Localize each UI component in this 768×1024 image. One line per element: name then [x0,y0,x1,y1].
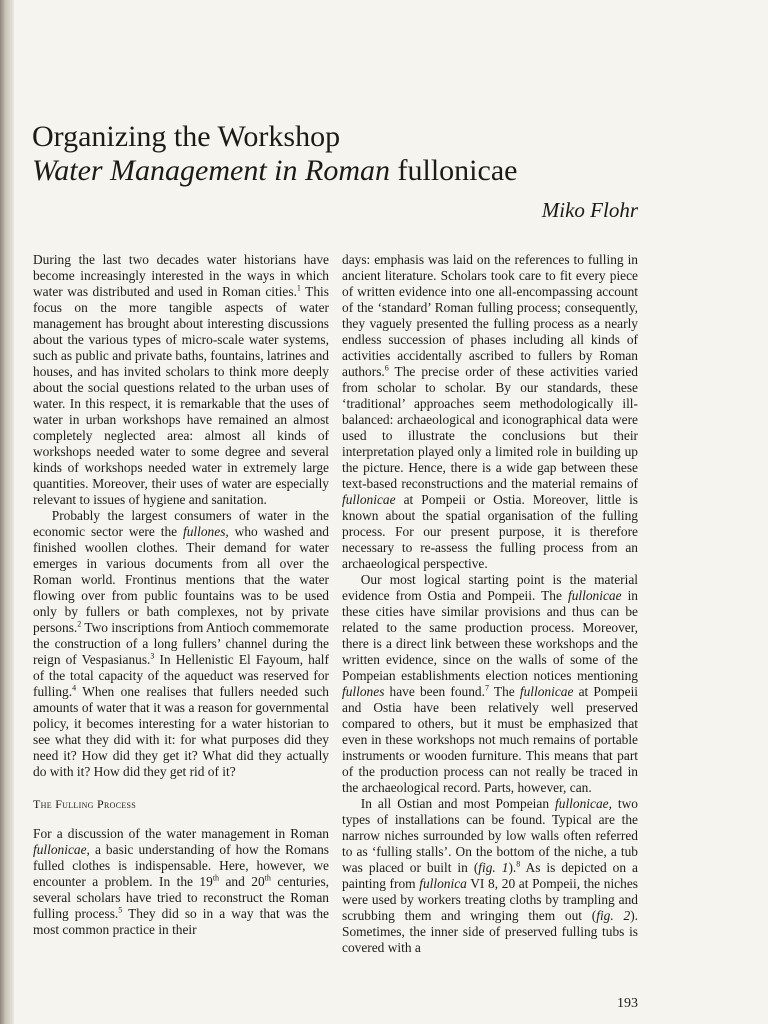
figure-reference: fig. 1 [478,860,509,875]
text-run: ). Sometimes, the inner side of preserved fulling tubs is covered with a [342,908,638,955]
text-run: For a discussion of the water management in Roman [33,826,329,841]
italic-term: fullonicae [567,588,622,603]
ordinal-suffix: th [212,873,220,883]
text-run: and 20 [219,874,265,889]
text-run: In Hellenistic El Fayoum, half of the total capacity of the aqueduct was reserved for fulling. [33,652,329,699]
italic-term: fullonica [419,876,467,891]
title-line-2 [32,154,672,188]
footnote-marker: 1 [296,283,301,293]
text-run: centuries, several scholars have tried to reconstruct the Roman fulling process. [33,874,330,921]
footnote-marker: 8 [516,859,521,869]
figure-reference: fig. 2 [596,908,631,923]
text-run: During the last two decades water historians have become increasingly interested in the ways in which water was distributed and used in Roman cities. [33,252,329,299]
text-run: have been found. [384,684,485,699]
title-line-1: Organizing the Workshop [32,120,341,153]
page-number: 193 [617,996,638,1011]
text-run: Two inscriptions from Antioch commemorate the construction of a long fullers’ channel during the reign of Vespasianus. [33,620,329,667]
paragraph [33,252,329,508]
paragraph [33,508,329,780]
footnote-marker: 3 [150,651,155,661]
footnote-marker: 4 [72,683,77,693]
article-title [32,120,672,188]
footnote-marker: 5 [118,905,123,915]
italic-term: fullonicae, [33,842,90,857]
text-run: two types of installations can be found. Typical are the narrow niches surrounded by low walls often referred to as ‘fulling stalls’. On the bottom of the niche, a tub was placed or built in ( [342,796,638,875]
page-spine-shadow [0,0,14,1024]
paragraph [342,572,638,796]
text-run: The precise order of these activities varied from scholar to scholar. By our standards, these ‘traditional’ approaches seem methodologically ill-balanced: archaeological and iconographical data were used to illustrate the conclusions but their interpretation played only a limited role in building up the picture. Hence, there is a wide gap between these text-based reconstructions and the material remains of [342,364,638,491]
italic-term: fullonicae, [555,796,612,811]
text-run: at Pompeii or Ostia. Moreover, little is known about the spatial organisation of the fulling process. For our present purpose, it is therefore necessary to re-assess the fulling process from an archaeological perspective. [342,492,638,571]
italic-term: fullones, [183,524,229,539]
text-run: This focus on the more tangible aspects of water management has brought about interesting discussions about the various types of micro-scale water systems, such as public and private baths, fountains, latrines and houses, and has invited scholars to think more deeply about the social questions related to the urban uses of water. In this respect, it is remarkable that the uses of water in urban workshops have remained an almost completely neglected area: almost all kinds of workshops needed water to some degree and several kinds of workshops needed water in extremely large quantities. Moreover, their uses of water are especially relevant to issues of hygiene and sanitation. [33,284,330,507]
paragraph [342,252,638,572]
text-run: Our most logical starting point is the material evidence from Ostia and Pompeii. The [342,572,638,603]
author-name: Miko Flohr [541,198,638,222]
text-run: They did so in a way that was the most common practice in their [33,906,330,937]
footnote-marker: 6 [384,363,389,373]
text-run: The [488,684,520,699]
title-plain-part: fullonicae [397,154,518,187]
text-run: a basic understanding of how the Romans fulled clothes is indispensable. Here, however, we encounter a problem. In the 19 [33,842,329,889]
text-run: When one realises that fullers needed such amounts of water that it was a reason for governmental policy, it becomes interesting for a water historian to see what they did with it: for what purposes did they need it? How did they get it? What did they actually do with it? How did they get rid of it? [33,684,329,779]
section-heading: The Fulling Process [33,797,137,811]
text-run: ). [508,860,517,875]
text-run: at Pompeii and Ostia have been relatively well preserved compared to others, but it must be emphasized that even in these workshops not much remains of portable instruments or wooden furniture. This means that part of the production process can not really be traced in the archaeological record. Parts, however, can. [342,684,639,795]
italic-term: fullonicae [519,684,574,699]
text-run: who washed and finished woollen clothes. Their demand for water emerges in various documents from all over the Roman world. Frontinus mentions that the water flowing over from public fountains was to be used only by fullers or bath complexes, not by private persons. [33,524,329,635]
left-column [33,252,329,938]
text-run: VI 8, 20 at Pompeii, the niches were used by workers treating cloths by trampling and scrubbing them and wringing them out ( [342,876,638,923]
text-run: As is depicted on a painting from [342,860,638,891]
text-run: In all Ostian and most Pompeian [360,796,556,811]
paragraph [33,826,329,938]
paragraph [342,796,638,956]
text-run: Probably the largest consumers of water in the economic sector were the [33,508,329,539]
footnote-marker: 7 [484,683,489,693]
footnote-marker: 2 [77,619,82,629]
text-run: days: emphasis was laid on the references to fulling in ancient literature. Scholars took care to fit every piece of written evidence into one all-encompassing account of the ‘standard’ Roman fulling process; consequently, they vaguely presented the fulling process as a nearly endless succession of phases including all kinds of activities accidentally ascribed to fullers by Roman authors. [342,252,638,379]
right-column [342,252,638,956]
text-run: in these cities have similar provisions and thus can be related to the same production process. Moreover, there is a direct link between these workshops and the written evidence, since on the walls of some of the Pompeian establishments election notices mentioning [342,588,638,683]
italic-term: fullonicae [342,492,396,507]
italic-term: fullones [342,684,385,699]
title-italic-part: Water Management in Roman [32,154,391,187]
ordinal-suffix: th [264,873,271,883]
